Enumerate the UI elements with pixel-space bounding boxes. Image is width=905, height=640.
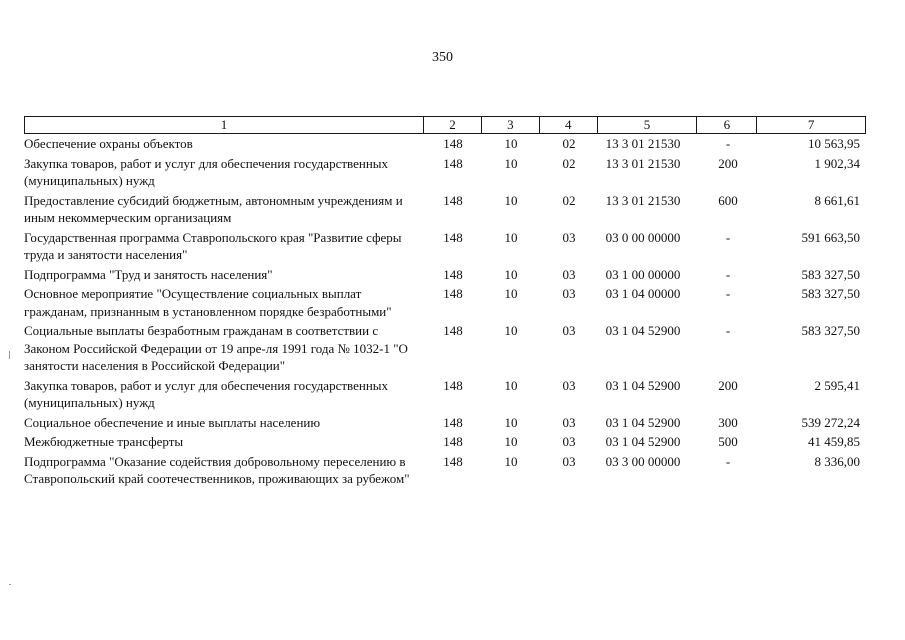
cell-col3: 10 [504,136,518,151]
table-row [24,135,866,153]
cell-col3: 10 [504,266,518,282]
cell-col2: 148 [443,377,463,393]
cell-col5: 03 1 04 00000 [605,286,681,301]
cell-col6: - [725,266,731,282]
cell-col7: 1 902,34 [814,155,860,171]
cell-col7: 8 661,61 [814,192,860,208]
cell-col5: 03 1 04 52900 [605,377,681,393]
cell-col6: - [725,323,731,338]
cell-col6: 600 [718,192,738,208]
cell-col4: 02 [562,155,576,171]
table-row [24,266,866,284]
cell-col4: 03 [562,229,576,245]
cell-col6: 200 [718,377,738,393]
cell-col6: 500 [718,434,738,449]
page-number: 350 [432,50,453,65]
cell-col7: 10 563,95 [808,136,860,151]
column-header-1: 1 [25,117,424,133]
column-header-7: 7 [807,117,815,132]
table-row [24,453,866,488]
cell-col2: 148 [443,266,463,282]
column-header-6: 6 [697,117,757,133]
cell-col7: 41 459,85 [808,434,860,449]
cell-col5: 03 1 00 00000 [605,266,681,282]
row-name: Государственная программа Ставропольского края "Развитие сферы труда и занятости населения" [24,229,402,262]
cell-col5: 03 1 04 52900 [605,323,681,338]
row-name: Межбюджетные трансферты [24,434,184,449]
cell-col5: 13 3 01 21530 [605,192,681,208]
cell-col2: 148 [443,434,463,449]
table-row [24,229,866,264]
cell-col7: 539 272,24 [801,414,860,430]
row-name: Закупка товаров, работ и услуг для обеспечения государственных (муниципальных) нужд [24,155,389,188]
cell-col3: 10 [504,323,518,338]
cell-col3: 10 [504,377,518,393]
table-row [24,192,866,227]
cell-col4: 03 [562,414,576,430]
row-name: Основное мероприятие "Осуществление социальных выплат гражданам, признанным в установленном порядке безработными" [24,286,392,319]
cell-col6: 300 [718,414,738,430]
cell-col6: - [725,453,731,469]
cell-col4: 03 [562,377,576,393]
cell-col5: 03 1 04 52900 [605,414,681,430]
cell-col7: 591 663,50 [801,229,860,245]
margin-mark [9,351,10,359]
cell-col2: 148 [443,323,463,338]
cell-col4: 02 [562,136,576,151]
cell-col3: 10 [504,155,518,171]
row-name: Закупка товаров, работ и услуг для обеспечения государственных (муниципальных) нужд [24,377,389,410]
cell-col3: 10 [504,434,518,449]
cell-col2: 148 [443,229,463,245]
cell-col2: 148 [443,453,463,469]
column-header-5: 5 [598,117,698,133]
table-row [24,414,866,432]
row-name: Подпрограмма "Труд и занятость населения" [24,266,273,282]
row-name: Социальное обеспечение и иные выплаты населению [24,414,321,430]
cell-col3: 10 [504,286,518,301]
cell-col4: 03 [562,286,576,301]
cell-col4: 03 [562,266,576,282]
table-row [24,155,866,190]
cell-col5: 13 3 01 21530 [605,136,681,151]
column-header-4: 4 [540,117,598,133]
cell-col3: 10 [504,414,518,430]
cell-col4: 03 [562,453,576,469]
cell-col5: 13 3 01 21530 [605,155,681,171]
cell-col2: 148 [443,414,463,430]
cell-col5: 03 1 04 52900 [605,434,681,449]
cell-col7: 8 336,00 [814,453,860,469]
cell-col4: 03 [562,323,576,338]
cell-col7: 583 327,50 [801,286,860,301]
cell-col4: 03 [562,434,576,449]
cell-col6: 200 [718,155,738,171]
cell-col6: - [725,229,731,245]
cell-col2: 148 [443,192,463,208]
cell-col6: - [725,286,731,301]
budget-table-body [24,135,866,490]
cell-col4: 02 [562,192,576,208]
cell-col3: 10 [504,229,518,245]
row-name: Обеспечение охраны объектов [24,136,193,151]
table-row [24,433,866,451]
row-name: Подпрограмма "Оказание содействия добровольному переселению в Ставропольский край соотечественников, проживающих за рубежом" [24,453,410,486]
cell-col3: 10 [504,192,518,208]
table-row [24,285,866,320]
column-header-3: 3 [482,117,540,133]
cell-col7: 583 327,50 [801,266,860,282]
cell-col3: 10 [504,453,518,469]
table-header [24,116,866,134]
table-row [24,322,866,375]
cell-col5: 03 3 00 00000 [605,453,681,469]
cell-col6: - [725,136,731,151]
cell-col2: 148 [443,286,463,301]
cell-col2: 148 [443,136,463,151]
cell-col2: 148 [443,155,463,171]
cell-col7: 583 327,50 [801,323,860,338]
margin-mark [9,584,11,585]
table-row [24,377,866,412]
row-name: Предоставление субсидий бюджетным, автономным учреждениям и иным некоммерческим организациям [24,192,403,225]
cell-col5: 03 0 00 00000 [605,229,681,245]
cell-col7: 2 595,41 [814,377,860,393]
row-name: Социальные выплаты безработным гражданам в соответствии с Законом Российской Федерации от 19 апре-ля 1991 года № 1032-1 "О занятости населения в Российской Федерации" [24,323,408,373]
column-header-2: 2 [424,117,482,133]
